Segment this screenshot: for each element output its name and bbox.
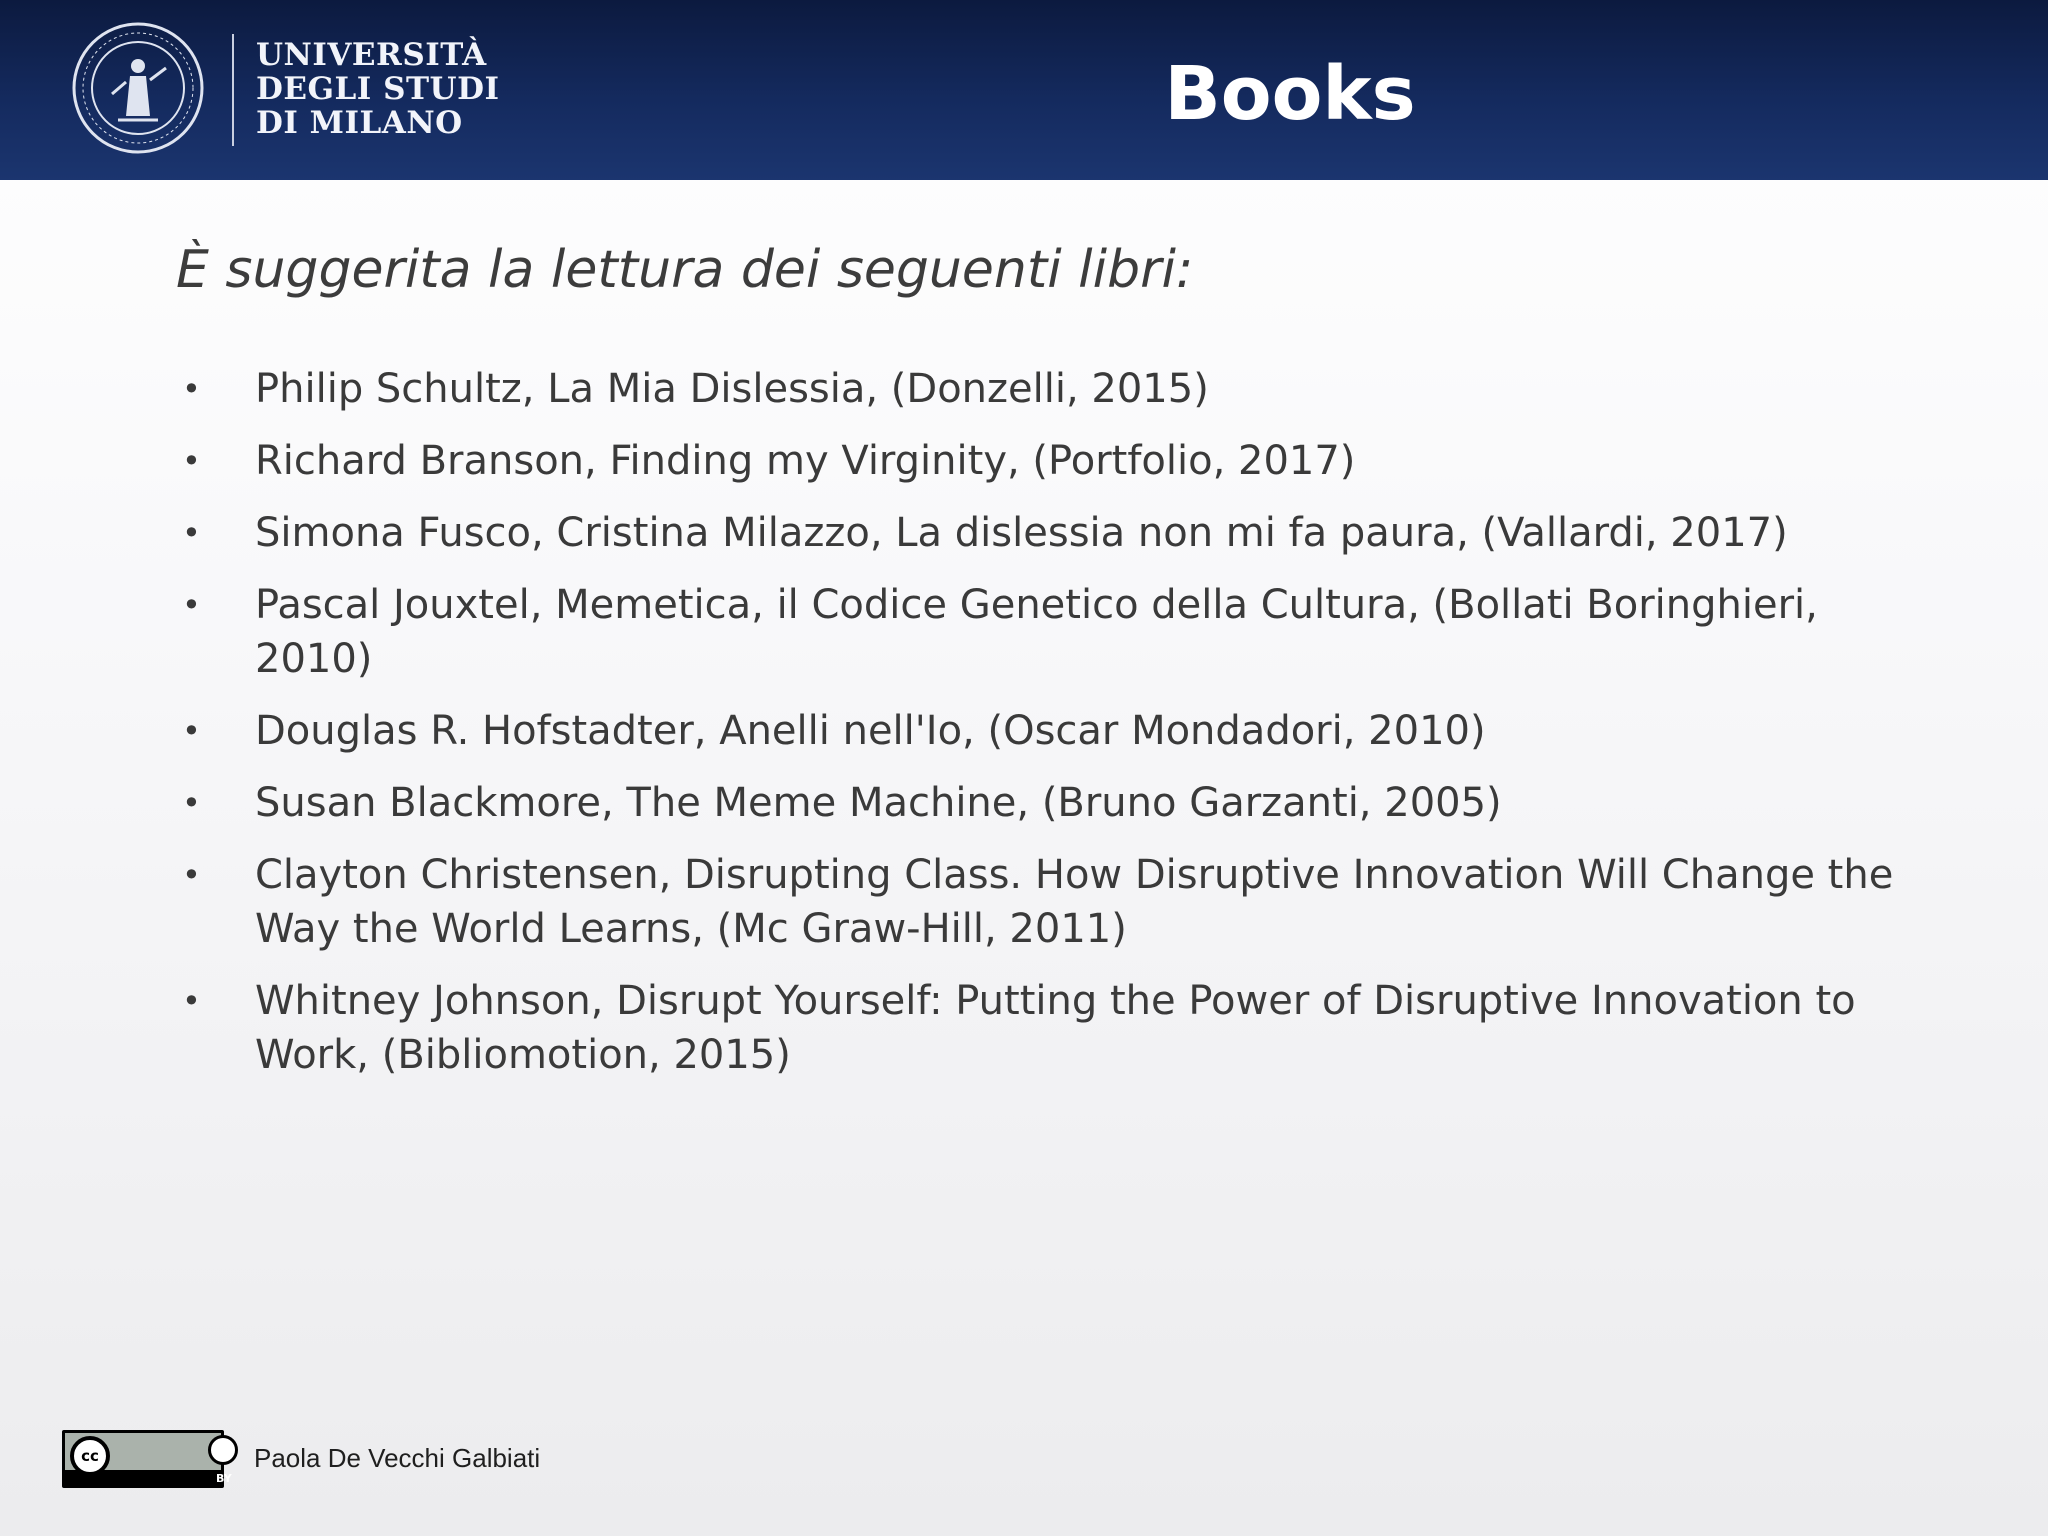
cc-license-badge: [62, 1430, 232, 1488]
by-label: BY: [216, 1472, 232, 1485]
bullet-icon: •: [182, 784, 201, 822]
book-entry: Philip Schultz, La Mia Dislessia, (Donzelli, 2015): [255, 366, 1209, 412]
list-item: [176, 704, 1896, 758]
bullet-icon: •: [182, 982, 201, 1020]
list-item: [176, 776, 1896, 830]
header-bar: [0, 0, 2048, 180]
list-item: [176, 848, 1896, 956]
university-line: DI MILANO: [256, 105, 463, 141]
university-line: UNIVERSITÀ: [256, 37, 487, 73]
bullet-icon: •: [182, 712, 201, 750]
list-item: [176, 974, 1896, 1082]
book-entry: Pascal Jouxtel, Memetica, il Codice Genetico della Cultura, (Bollati Boringhieri, 2010): [255, 582, 1818, 682]
book-entry: Richard Branson, Finding my Virginity, (Portfolio, 2017): [255, 438, 1356, 484]
book-entry: Simona Fusco, Cristina Milazzo, La dislessia non mi fa paura, (Vallardi, 2017): [255, 510, 1788, 556]
book-entry: Susan Blackmore, The Meme Machine, (Bruno Garzanti, 2005): [255, 780, 1502, 826]
university-line: DEGLI STUDI: [256, 71, 500, 107]
slide-title: Books: [1164, 51, 1416, 137]
author-name: Paola De Vecchi Galbiati: [254, 1443, 541, 1473]
bullet-icon: •: [182, 442, 201, 480]
logo-divider: [232, 34, 234, 146]
list-item: [176, 434, 1896, 488]
cc-icon: cc: [70, 1436, 110, 1476]
university-seal-icon: [70, 20, 206, 156]
book-entry: Clayton Christensen, Disrupting Class. How Disruptive Innovation Will Change the Way the World Learns, (Mc Graw-Hill, 2011): [255, 852, 1894, 952]
bullet-icon: •: [182, 586, 201, 624]
book-entry: Whitney Johnson, Disrupt Yourself: Putting the Power of Disruptive Innovation to Work, (Bibliomotion, 2015): [255, 978, 1856, 1078]
book-list: [176, 362, 1896, 1100]
bullet-icon: •: [182, 856, 201, 894]
book-entry: Douglas R. Hofstadter, Anelli nell'Io, (Oscar Mondadori, 2010): [255, 708, 1486, 754]
intro-text: È suggerita la lettura dei seguenti libri:: [176, 240, 1194, 300]
person-icon: [208, 1435, 238, 1465]
bullet-icon: •: [182, 370, 201, 408]
list-item: [176, 506, 1896, 560]
list-item: [176, 362, 1896, 416]
university-wordmark: [256, 38, 499, 140]
bullet-icon: •: [182, 514, 201, 552]
list-item: [176, 578, 1896, 686]
